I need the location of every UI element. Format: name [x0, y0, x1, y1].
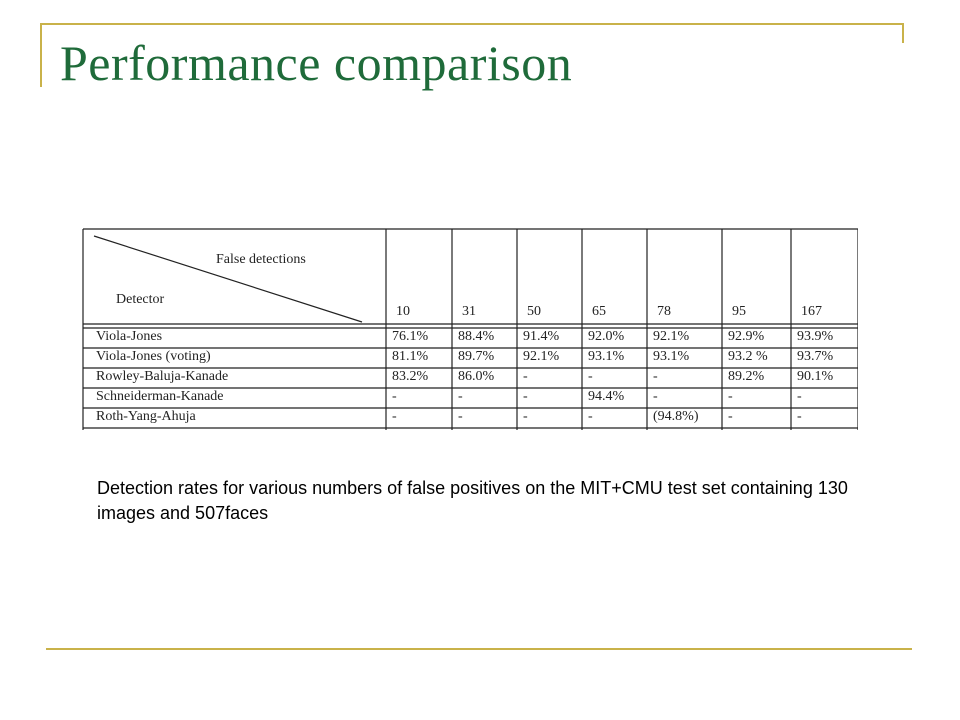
table-cell: - [392, 389, 397, 404]
column-header: 95 [732, 304, 746, 319]
table-cell: 92.1% [523, 349, 560, 364]
column-header: 65 [592, 304, 606, 319]
column-header: 31 [462, 304, 476, 319]
table-cell: 92.9% [728, 329, 765, 344]
table-cell: - [653, 369, 658, 384]
row-label: Roth-Yang-Ahuja [96, 409, 196, 424]
right-rule [902, 23, 904, 43]
table-cell: - [588, 409, 593, 424]
slide-title: Performance comparison [60, 35, 573, 91]
comparison-table [82, 226, 858, 430]
table-cell: 86.0% [458, 369, 495, 384]
table-cell: - [458, 409, 463, 424]
table-cell: 93.9% [797, 329, 834, 344]
table-cell: - [523, 409, 528, 424]
column-header: 10 [396, 304, 410, 319]
header-false-detections: False detections [216, 252, 306, 267]
table-cell: 89.2% [728, 369, 765, 384]
header-detector: Detector [116, 292, 165, 307]
table-cell: - [523, 369, 528, 384]
table-cell: (94.8%) [653, 409, 699, 424]
column-header: 167 [801, 304, 822, 319]
table-cell: 76.1% [392, 329, 429, 344]
table-cell: 88.4% [458, 329, 495, 344]
table-cell: 90.1% [797, 369, 834, 384]
table-cell: 92.1% [653, 329, 690, 344]
table-cell: - [797, 409, 802, 424]
table-cell: 81.1% [392, 349, 429, 364]
table-cell: 94.4% [588, 389, 625, 404]
table-cell: - [728, 409, 733, 424]
column-header: 50 [527, 304, 541, 319]
row-label: Viola-Jones (voting) [96, 349, 211, 364]
left-rule [40, 23, 42, 87]
table-cell: - [523, 389, 528, 404]
table-cell: 93.1% [588, 349, 625, 364]
table-cell: 89.7% [458, 349, 495, 364]
row-label: Viola-Jones [96, 329, 163, 344]
table-cell: 91.4% [523, 329, 560, 344]
table-cell: - [728, 389, 733, 404]
table-cell: - [797, 389, 802, 404]
table-caption: Detection rates for various numbers of false positives on the MIT+CMU test set containing 130 images and 507faces [97, 478, 848, 523]
column-header: 78 [657, 304, 671, 319]
row-label: Rowley-Baluja-Kanade [96, 369, 229, 384]
row-label: Schneiderman-Kanade [96, 389, 224, 404]
table-cell: - [588, 369, 593, 384]
top-rule [40, 23, 904, 25]
table-cell: 83.2% [392, 369, 429, 384]
table-cell: - [392, 409, 397, 424]
bottom-rule [46, 648, 912, 650]
table-cell: 92.0% [588, 329, 625, 344]
table-cell: 93.1% [653, 349, 690, 364]
table-cell: - [458, 389, 463, 404]
table-cell: 93.2 % [728, 349, 768, 364]
table-cell: - [653, 389, 658, 404]
table-cell: 93.7% [797, 349, 834, 364]
